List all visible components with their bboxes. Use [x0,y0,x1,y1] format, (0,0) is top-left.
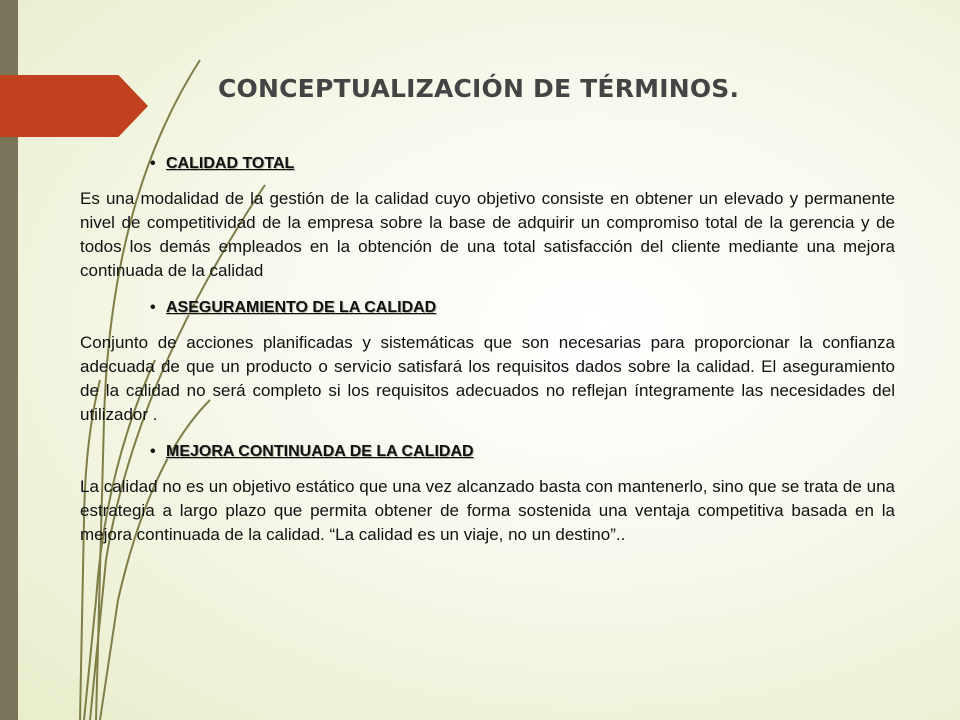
bullet: • [150,299,156,316]
content-area [80,155,895,563]
section-heading-aseguramiento [150,299,895,317]
section-paragraph-aseguramiento: Conjunto de acciones planificadas y sistemáticas que son necesarias para proporcionar la confianza adecuada de que un producto o servicio satisfará los requisitos dados sobre la calidad. El aseguramiento de la calidad no será completo si los requisitos adecuados no reflejan íntegramente las necesidades del utilizador . [80,333,895,424]
section-heading-mejora-continuada [150,443,895,461]
title-arrow-shape [0,75,148,137]
heading-text: MEJORA CONTINUADA DE LA CALIDAD [166,443,474,460]
bullet: • [150,443,156,460]
slide-title: CONCEPTUALIZACIÓN DE TÉRMINOS. [218,74,740,103]
heading-text: CALIDAD TOTAL [166,155,295,172]
section-heading-calidad-total [150,155,895,173]
heading-text: ASEGURAMIENTO DE LA CALIDAD [166,299,437,316]
section-paragraph-calidad-total: Es una modalidad de la gestión de la calidad cuyo objetivo consiste en obtener un elevado y permanente nivel de competitividad de la empresa sobre la base de adquirir un compromiso total de la gerencia y de todos los demás empleados en la obtención de una total satisfacción del cliente mediante una mejora continuada de la calidad [80,189,895,280]
bullet: • [150,155,156,172]
section-paragraph-mejora-continuada: La calidad no es un objetivo estático que una vez alcanzado basta con mantenerlo, sino que se trata de una estrategia a largo plazo que permita obtener de forma sostenida una ventaja competitiva basada en la mejora continuada de la calidad. “La calidad es un viaje, no un destino”.. [80,477,895,544]
